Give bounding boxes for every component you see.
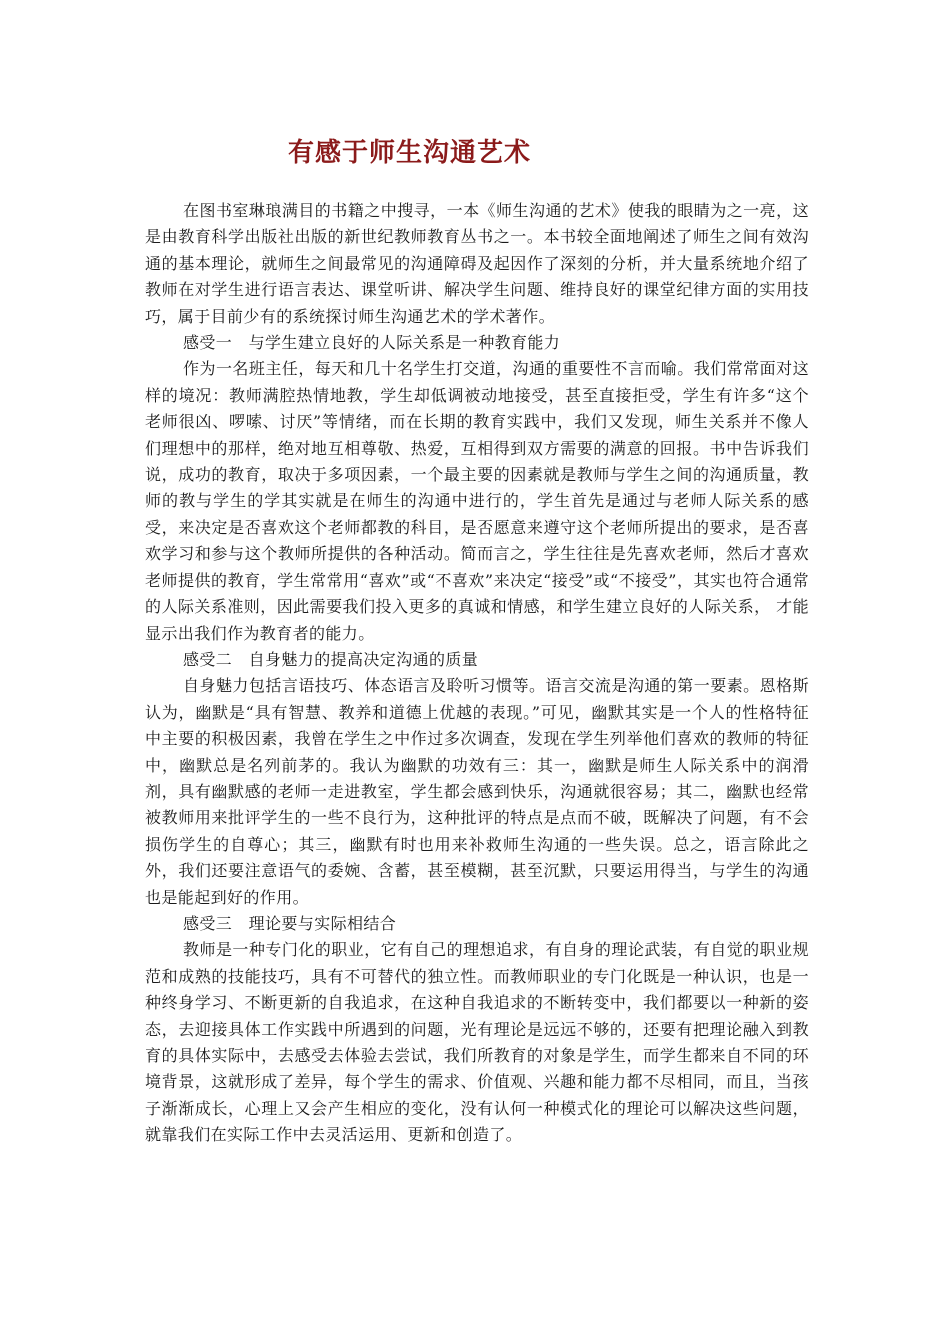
document-body [145,198,809,1149]
intro-paragraph: 在图书室琳琅满目的书籍之中搜寻，一本《师生沟通的艺术》使我的眼睛为之一亮，这是由教育科学出版社出版的新世纪教师教育丛书之一。本书较全面地阐述了师生之间有效沟通的基本理论，就师生之间最常见的沟通障碍及起因作了深刻的分析，并大量系统地介绍了教师在对学生进行语言表达、课堂听讲、解决学生问题、维持良好的课堂纪律方面的实用技巧，属于目前少有的系统探讨师生沟通艺术的学术著作。 [145,201,809,326]
section-paragraph-2: 自身魅力包括言语技巧、体态语言及聆听习惯等。语言交流是沟通的第一要素。恩格斯认为，幽默是“具有智慧、教养和道德上优越的表现。”可见，幽默其实是一个人的性格特征中主要的积极因素，我曾在学生之中作过多次调查，发现在学生列举他们喜欢的教师的特征中，幽默总是名列前茅的。我认为幽默的功效有三：其一，幽默是师生人际关系中的润滑剂，具有幽默感的老师一走进教室，学生都会感到快乐，沟通就很容易；其二，幽默也经常被教师用来批评学生的一些不良行为，这种批评的特点是点而不破，既解决了问题，有不会损伤学生的自尊心；其三，幽默有时也用来补救师生沟通的一些失误。总之，语言除此之外，我们还要注意语气的委婉、含蓄，甚至模糊，甚至沉默，只要运用得当，与学生的沟通也是能起到好的作用。 [145,676,809,907]
section-paragraph-3: 教师是一种专门化的职业，它有自己的理想追求，有自身的理论武装，有自觉的职业规范和成熟的技能技巧，具有不可替代的独立性。而教师职业的专门化既是一种认识，也是一种终身学习、不断更新的自我追求，在这种自我追求的不断转变中，我们都要以一种新的姿态，去迎接具体工作实践中所遇到的问题，光有理论是远远不够的，还要有把理论融入到教育的具体实际中，去感受去体验去尝试，我们所教育的对象是学生，而学生都来自不同的环境背景，这就形成了差异，每个学生的需求、价值观、兴趣和能力都不尽相同，而且，当孩子渐渐成长，心理上又会产生相应的变化，没有认何一种模式化的理论可以解决这些问题，就靠我们在实际工作中去灵活运用、更新和创造了。 [145,940,809,1145]
section-heading-2: 感受二 自身魅力的提高决定沟通的质量 [183,649,479,669]
section-paragraph-1: 作为一名班主任，每天和几十名学生打交道，沟通的重要性不言而喻。我们常常面对这样的境况：教师满腔热情地教，学生却低调被动地接受，甚至直接拒受，学生有许多“这个老师很凶、啰嗦、讨厌”等情绪，而在长期的教育实践中，我们又发现，师生关系并不像人们理想中的那样，绝对地互相尊敬、热爱，互相得到双方需要的满意的回报。书中告诉我们说，成功的教育，取决于多项因素，一个最主要的因素就是教师与学生之间的沟通质量，教师的教与学生的学其实就是在师生的沟通中进行的，学生首先是通过与老师人际关系的感受，来决定是否喜欢这个老师都教的科目，是否愿意来遵守这个老师所提出的要求，是否喜欢学习和参与这个教师所提供的各种活动。简而言之，学生往往是先喜欢老师，然后才喜欢老师提供的教育，学生常常用“喜欢”或“不喜欢”来决定“接受”或“不接受”，其实也符合通常的人际关系准则，因此需要我们投入更多的真诚和情感，和学生建立良好的人际关系， 才能显示出我们作为教育者的能力。 [145,359,809,643]
document-title: 有感于师生沟通艺术 [288,138,532,168]
section-heading-1: 感受一 与学生建立良好的人际关系是一种教育能力 [183,333,561,353]
section-heading-3: 感受三 理论要与实际相结合 [183,913,397,933]
